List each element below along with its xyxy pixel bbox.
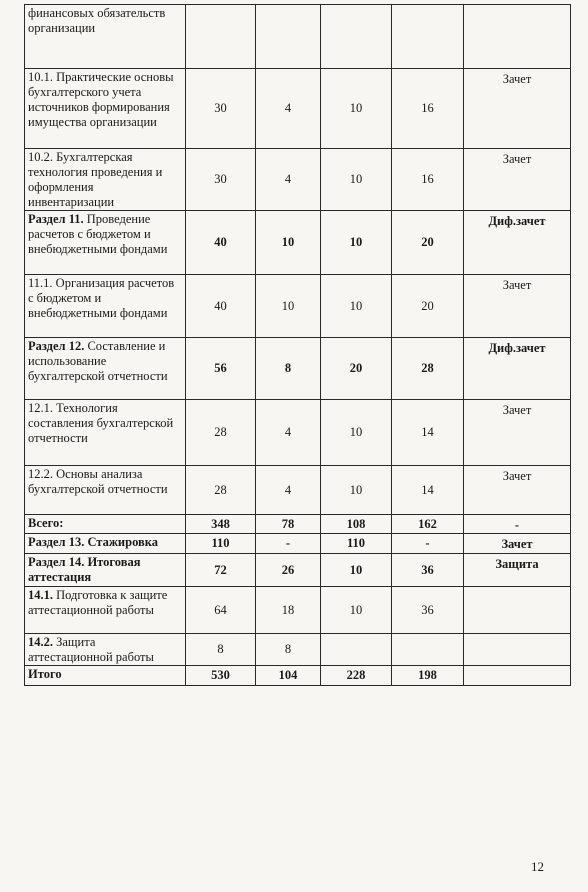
hours-cell: 20 — [392, 275, 464, 338]
table-row — [25, 666, 571, 686]
assessment-form-cell — [464, 666, 571, 686]
table-row — [25, 149, 571, 211]
hours-cell: 56 — [186, 338, 256, 400]
hours-cell: 8 — [186, 634, 256, 666]
hours-cell: 18 — [256, 587, 321, 634]
hours-cell: 20 — [392, 211, 464, 275]
hours-cell: 10 — [256, 211, 321, 275]
hours-cell: 348 — [186, 515, 256, 534]
hours-cell: 10 — [321, 149, 392, 211]
hours-cell: 14 — [392, 400, 464, 466]
assessment-form-cell: Зачет — [464, 534, 571, 554]
row-title-text: финансовых обязательств организации — [28, 6, 166, 35]
hours-cell: 36 — [392, 587, 464, 634]
hours-cell: 4 — [256, 466, 321, 515]
page-number: 12 — [531, 859, 544, 874]
hours-cell: 198 — [392, 666, 464, 686]
hours-cell: 10 — [321, 400, 392, 466]
hours-cell: 110 — [321, 534, 392, 554]
hours-cell: 78 — [256, 515, 321, 534]
hours-cell: - — [392, 534, 464, 554]
hours-cell: 14 — [392, 466, 464, 515]
row-title-cell — [25, 5, 186, 69]
hours-cell: 64 — [186, 587, 256, 634]
hours-cell: 20 — [321, 338, 392, 400]
row-title-text: Подготовка к защите аттестационной работы — [28, 588, 168, 617]
row-title-bold: Раздел 12. — [28, 339, 85, 353]
row-title-text: 10.1. Практические основы бухгалтерского учета источников формирования имущества организации — [28, 70, 174, 129]
hours-cell: 10 — [321, 211, 392, 275]
hours-cell — [321, 5, 392, 69]
assessment-form-cell — [464, 587, 571, 634]
hours-cell: 28 — [392, 338, 464, 400]
assessment-form-cell: Зачет — [464, 69, 571, 149]
hours-cell — [321, 634, 392, 666]
table-row — [25, 466, 571, 515]
row-title-cell — [25, 149, 186, 211]
hours-cell: 10 — [256, 275, 321, 338]
hours-cell: 4 — [256, 400, 321, 466]
row-title-text: 12.1. Технология составления бухгалтерской отчетности — [28, 401, 174, 445]
assessment-form-cell: - — [464, 515, 571, 534]
table-row — [25, 400, 571, 466]
row-title-bold: Итого — [28, 667, 62, 681]
assessment-form-cell: Зачет — [464, 400, 571, 466]
hours-cell — [256, 5, 321, 69]
row-title-text: 11.1. Организация расчетов с бюджетом и внебюджетными фондами — [28, 276, 175, 320]
hours-cell: 28 — [186, 466, 256, 515]
row-title-bold: Всего: — [28, 516, 64, 530]
table-row — [25, 534, 571, 554]
row-title-cell — [25, 466, 186, 515]
table-row — [25, 5, 571, 69]
assessment-form-cell — [464, 5, 571, 69]
hours-cell — [186, 5, 256, 69]
row-title-cell — [25, 515, 186, 534]
hours-cell: 40 — [186, 275, 256, 338]
row-title-cell — [25, 211, 186, 275]
row-title-text: Составление и использование бухгалтерской отчетности — [28, 339, 168, 383]
row-title-bold: Раздел 14. Итоговая аттестация — [28, 555, 141, 584]
hours-cell: 4 — [256, 149, 321, 211]
hours-cell: 72 — [186, 554, 256, 587]
assessment-form-cell — [464, 634, 571, 666]
row-title-bold: Раздел 13. Стажировка — [28, 535, 159, 549]
hours-cell — [392, 634, 464, 666]
row-title-cell — [25, 666, 186, 686]
assessment-form-cell: Защита — [464, 554, 571, 587]
row-title-cell — [25, 275, 186, 338]
row-title-bold: 14.1. — [28, 588, 53, 602]
hours-cell: 530 — [186, 666, 256, 686]
assessment-form-cell: Зачет — [464, 275, 571, 338]
table-row — [25, 554, 571, 587]
row-title-cell — [25, 634, 186, 666]
hours-cell: 16 — [392, 149, 464, 211]
hours-cell: 40 — [186, 211, 256, 275]
row-title-cell — [25, 554, 186, 587]
row-title-text: Проведение расчетов с бюджетом и внебюджетными фондами — [28, 212, 168, 256]
row-title-text: 10.2. Бухгалтерская технология проведения и оформления инвентаризации — [28, 150, 163, 209]
hours-cell: 26 — [256, 554, 321, 587]
hours-cell: 10 — [321, 69, 392, 149]
row-title-text: Защита аттестационной работы — [28, 635, 154, 664]
row-title-bold: Раздел 11. — [28, 212, 84, 226]
assessment-form-cell: Зачет — [464, 466, 571, 515]
table-row — [25, 69, 571, 149]
hours-cell: 28 — [186, 400, 256, 466]
row-title-cell — [25, 400, 186, 466]
row-title-cell — [25, 587, 186, 634]
hours-cell: 104 — [256, 666, 321, 686]
hours-cell: 30 — [186, 69, 256, 149]
hours-cell: 10 — [321, 554, 392, 587]
curriculum-table — [24, 4, 571, 686]
table-row — [25, 211, 571, 275]
table-row — [25, 587, 571, 634]
hours-cell: 110 — [186, 534, 256, 554]
row-title-cell — [25, 69, 186, 149]
hours-cell: 4 — [256, 69, 321, 149]
hours-cell: 10 — [321, 466, 392, 515]
row-title-cell — [25, 534, 186, 554]
hours-cell: 8 — [256, 634, 321, 666]
row-title-bold: 14.2. — [28, 635, 53, 649]
hours-cell: 162 — [392, 515, 464, 534]
hours-cell: 36 — [392, 554, 464, 587]
table-row — [25, 338, 571, 400]
hours-cell: 30 — [186, 149, 256, 211]
assessment-form-cell: Диф.зачет — [464, 338, 571, 400]
row-title-text: 12.2. Основы анализа бухгалтерской отчетности — [28, 467, 168, 496]
hours-cell: - — [256, 534, 321, 554]
hours-cell: 228 — [321, 666, 392, 686]
table-row — [25, 275, 571, 338]
hours-cell: 8 — [256, 338, 321, 400]
hours-cell: 16 — [392, 69, 464, 149]
assessment-form-cell: Диф.зачет — [464, 211, 571, 275]
row-title-cell — [25, 338, 186, 400]
table-row — [25, 634, 571, 666]
hours-cell: 108 — [321, 515, 392, 534]
hours-cell: 10 — [321, 587, 392, 634]
assessment-form-cell: Зачет — [464, 149, 571, 211]
table-row — [25, 515, 571, 534]
hours-cell: 10 — [321, 275, 392, 338]
hours-cell — [392, 5, 464, 69]
